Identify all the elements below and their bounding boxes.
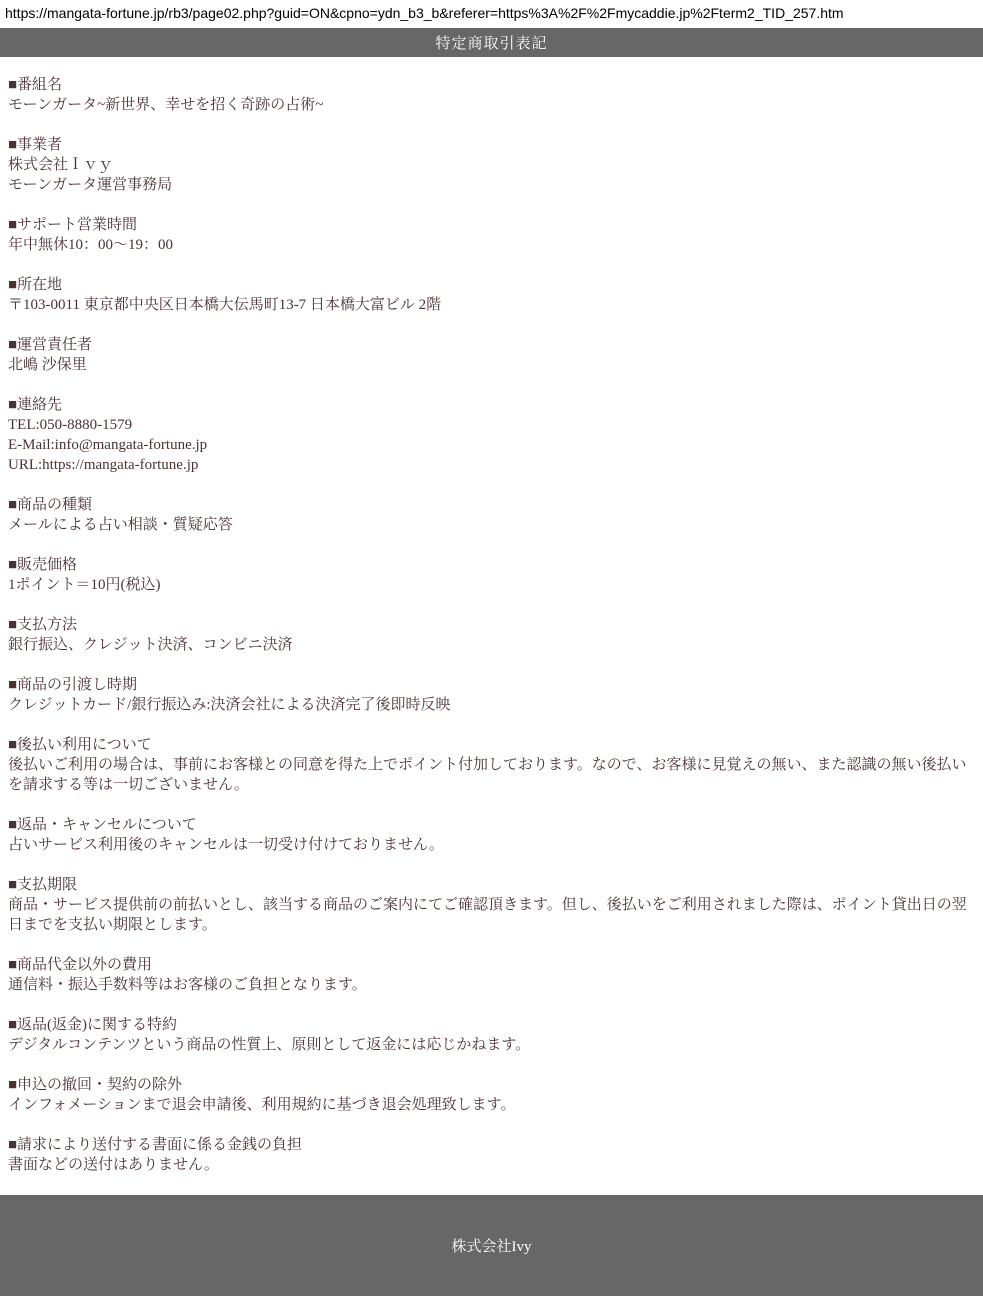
section-heading: ■商品の引渡し時期 — [8, 677, 138, 693]
section-line: 後払いご利用の場合は、事前にお客様との同意を得た上でポイント付加しております。なので、お客様に見覚えの無い、また認識の無い後払いを請求する等は一切ございません。 — [8, 757, 967, 793]
section-business-operator — [8, 135, 975, 195]
header-bar — [0, 28, 983, 57]
contact-email: E-Mail:info@mangata-fortune.jp — [8, 437, 208, 453]
section-line: 1ポイント＝10円(税込) — [8, 577, 161, 593]
section-contact — [8, 395, 975, 475]
section-heading: ■サポート営業時間 — [8, 217, 138, 233]
section-line: 通信料・振込手数料等はお客様のご負担となります。 — [8, 977, 367, 993]
section-address — [8, 275, 975, 315]
contact-tel: TEL:050-8880-1579 — [8, 417, 133, 433]
section-heading: ■運営責任者 — [8, 337, 93, 353]
section-heading: ■支払方法 — [8, 617, 78, 633]
section-line: 株式会社Ｉｖｙ — [8, 157, 114, 173]
section-line: クレジットカード/銀行振込み:決済会社による決済完了後即時反映 — [8, 697, 451, 713]
section-heading: ■返品(返金)に関する特約 — [8, 1017, 178, 1033]
url-text: https://mangata-fortune.jp/rb3/page02.php?guid=ON&cpno=ydn_b3_b&referer=https%3A%2F%2Fmycaddie.jp%2Fterm2_TID_257.htm — [5, 5, 844, 21]
section-line: 占いサービス利用後のキャンセルは一切受け付けておりません。 — [8, 837, 444, 853]
section-line: 銀行振込、クレジット決済、コンビニ決済 — [8, 637, 293, 653]
section-withdrawal — [8, 1075, 975, 1115]
section-heading: ■支払期限 — [8, 877, 78, 893]
content-area — [0, 57, 983, 1195]
section-heading: ■申込の撤回・契約の除外 — [8, 1077, 183, 1093]
section-line: モーンガータ~新世界、幸せを招く奇跡の占術~ — [8, 97, 324, 113]
section-heading: ■商品代金以外の費用 — [8, 957, 153, 973]
page-title: 特定商取引表記 — [435, 35, 548, 52]
section-program-name — [8, 75, 975, 115]
section-line: 商品・サービス提供前の前払いとし、該当する商品のご案内にてご確認頂きます。但し、後払いをご利用されました際は、ポイント貸出日の翌日までを支払い期限とします。 — [8, 897, 967, 933]
section-payment-method — [8, 615, 975, 655]
section-heading: ■商品の種類 — [8, 497, 93, 513]
section-heading: ■販売価格 — [8, 557, 78, 573]
section-heading: ■後払い利用について — [8, 737, 152, 753]
section-extra-costs — [8, 955, 975, 995]
section-line: インフォメーションまで退会申請後、利用規約に基づき退会処理致します。 — [8, 1097, 516, 1113]
section-returns-cancellation — [8, 815, 975, 855]
section-deferred-payment — [8, 735, 975, 795]
section-product-type — [8, 495, 975, 535]
section-line: デジタルコンテンツという商品の性質上、原則として返金には応じかねます。 — [8, 1037, 531, 1053]
section-delivery-time — [8, 675, 975, 715]
section-heading: ■所在地 — [8, 277, 63, 293]
section-line: メールによる占い相談・質疑応答 — [8, 517, 233, 533]
section-heading: ■事業者 — [8, 137, 63, 153]
section-line: 年中無休10：00～19：00 — [8, 237, 174, 253]
section-price — [8, 555, 975, 595]
section-support-hours — [8, 215, 975, 255]
section-heading: ■請求により送付する書面に係る金銭の負担 — [8, 1137, 303, 1153]
footer-company-name: 株式会社Ivy — [451, 1239, 532, 1255]
section-document-fees — [8, 1135, 975, 1175]
section-heading: ■番組名 — [8, 77, 63, 93]
section-line: モーンガータ運営事務局 — [8, 177, 173, 193]
section-line: 書面などの送付はありません。 — [8, 1157, 219, 1173]
section-refund-terms — [8, 1015, 975, 1055]
section-line: 〒103-0011 東京都中央区日本橋大伝馬町13-7 日本橋大富ビル 2階 — [8, 297, 442, 313]
section-line: 北嶋 沙保里 — [8, 357, 87, 373]
section-manager — [8, 335, 975, 375]
section-heading: ■連絡先 — [8, 397, 63, 413]
contact-url: URL:https://mangata-fortune.jp — [8, 457, 199, 473]
section-payment-deadline — [8, 875, 975, 935]
section-heading: ■返品・キャンセルについて — [8, 817, 197, 833]
